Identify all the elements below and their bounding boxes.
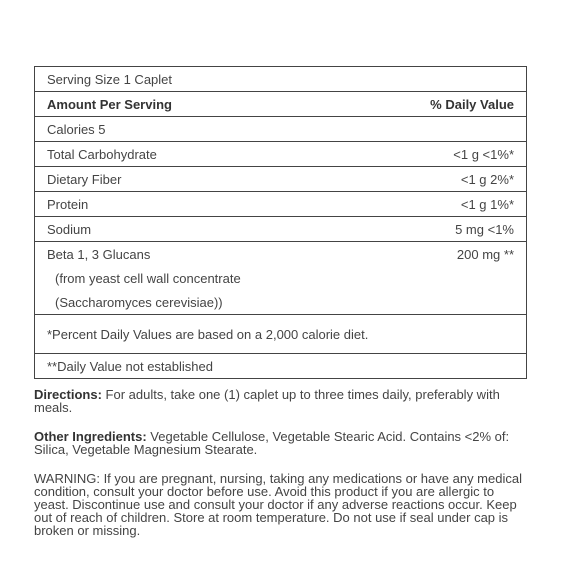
directions-label: Directions: bbox=[34, 387, 102, 402]
source-line-row bbox=[35, 290, 527, 315]
nutrient-label: Calories 5 bbox=[35, 117, 320, 142]
nutrient-label: Sodium bbox=[35, 217, 320, 242]
directions-text: For adults, take one (1) caplet up to three times daily, preferably with meals. bbox=[34, 387, 500, 415]
source-line-row bbox=[35, 266, 527, 290]
nutrient-label: Protein bbox=[35, 192, 320, 217]
other-ingredients-text: Vegetable Cellulose, Vegetable Stearic Acid. Contains <2% of: Silica, Vegetable Magnesium Stearate. bbox=[34, 429, 510, 457]
other-ingredients-paragraph bbox=[34, 430, 524, 456]
nutrient-row-protein bbox=[35, 192, 527, 217]
nutrient-value: <1 g 2%* bbox=[320, 167, 527, 192]
nutrient-label: Total Carbohydrate bbox=[35, 142, 320, 167]
serving-size-row bbox=[35, 67, 527, 92]
serving-size: Serving Size 1 Caplet bbox=[35, 67, 527, 92]
nutrient-row-dietary-fiber bbox=[35, 167, 527, 192]
nutrient-row-sodium bbox=[35, 217, 527, 242]
header-row bbox=[35, 92, 527, 117]
percent-daily-value-footnote: *Percent Daily Values are based on a 2,000 calorie diet. bbox=[47, 326, 369, 342]
nutrient-value: <1 g <1%* bbox=[320, 142, 527, 167]
source-line: (Saccharomyces cerevisiae)) bbox=[55, 294, 223, 310]
amount-per-serving-header: Amount Per Serving bbox=[35, 92, 320, 117]
nutrient-value: 5 mg <1% bbox=[320, 217, 527, 242]
nutrient-row-calories bbox=[35, 117, 527, 142]
footnote-row bbox=[35, 354, 527, 379]
nutrient-row-beta-glucans bbox=[35, 242, 527, 267]
source-line: (from yeast cell wall concentrate bbox=[55, 270, 241, 286]
directions-paragraph bbox=[34, 388, 524, 414]
nutrient-row-total-carbohydrate bbox=[35, 142, 527, 167]
supplement-facts-table bbox=[34, 66, 527, 379]
nutrient-label: Dietary Fiber bbox=[35, 167, 320, 192]
other-ingredients-label: Other Ingredients: bbox=[34, 429, 147, 444]
footnote-row bbox=[35, 315, 527, 354]
nutrient-value: 200 mg ** bbox=[320, 242, 527, 267]
nutrient-value: <1 g 1%* bbox=[320, 192, 527, 217]
nutrient-value bbox=[320, 117, 527, 142]
daily-value-header: % Daily Value bbox=[320, 92, 527, 117]
nutrient-label: Beta 1, 3 Glucans bbox=[35, 242, 320, 267]
warning-paragraph: WARNING: If you are pregnant, nursing, taking any medications or have any medical condition, consult your doctor before use. Avoid this product if you are allergic to yeast. Discontinue use and consult your doctor if any adverse reactions occur. Keep out of reach of children. Store at room temperature. Do not use if seal under cap is broken or missing. bbox=[34, 471, 522, 538]
daily-value-not-established-footnote: **Daily Value not established bbox=[35, 354, 527, 379]
